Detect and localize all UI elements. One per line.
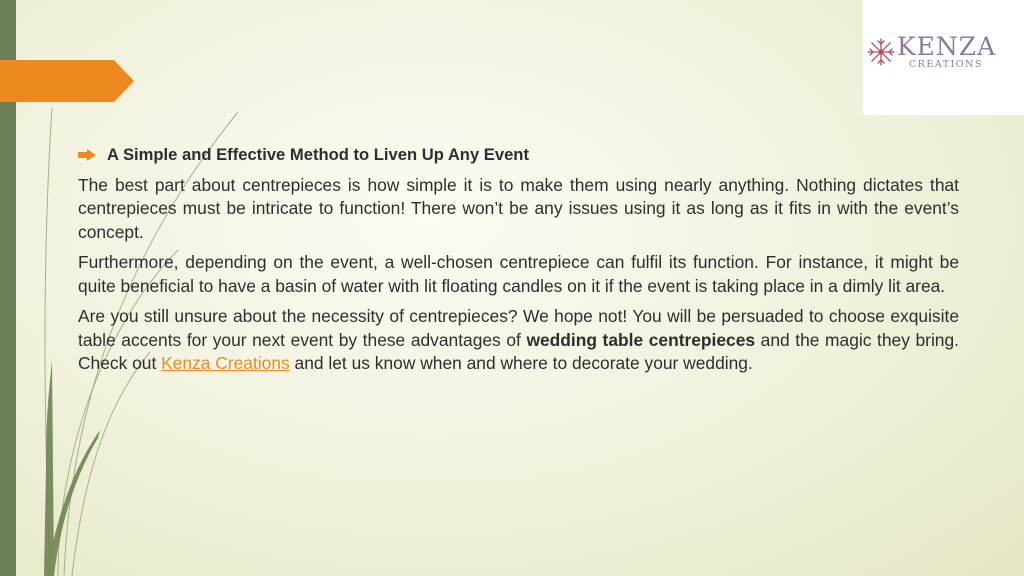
logo-subtitle: CREATIONS: [909, 59, 983, 70]
logo-wordmark: KENZA: [897, 32, 997, 61]
paragraph-3: [78, 305, 959, 376]
section-heading: [78, 143, 959, 167]
paragraph-3-part3: and let us know when and where to decorate your wedding.: [289, 353, 753, 373]
arrow-bullet-icon: [78, 149, 96, 161]
snowflake-icon: [865, 36, 897, 68]
paragraph-3-part1: Are you still unsure about the necessity of centrepieces? We hope not! You will be persuaded to choose exquisite table accents for your next event by these advantages of: [78, 306, 959, 350]
kenza-creations-logo: [863, 0, 1024, 115]
paragraph-3-bold: wedding table centrepieces: [526, 329, 756, 350]
paragraph-2: Furthermore, depending on the event, a well-chosen centrepiece can fulfil its function. For instance, it might be quite beneficial to have a basin of water with lit floating candles on it if the event is taking place in a dimly lit area.: [78, 252, 959, 296]
paragraph-1: The best part about centrepieces is how simple it is to make them using nearly anything. Nothing dictates that centrepieces must be intricate to function! There won’t be any issues using it as long as it fits in with the event’s concept.: [78, 174, 959, 242]
heading-text: A Simple and Effective Method to Liven Up Any Event: [107, 145, 529, 164]
kenza-creations-link[interactable]: Kenza Creations: [161, 353, 290, 373]
paragraph-3-part2: and the magic they bring. Check out: [78, 329, 959, 373]
main-content: [78, 143, 959, 383]
